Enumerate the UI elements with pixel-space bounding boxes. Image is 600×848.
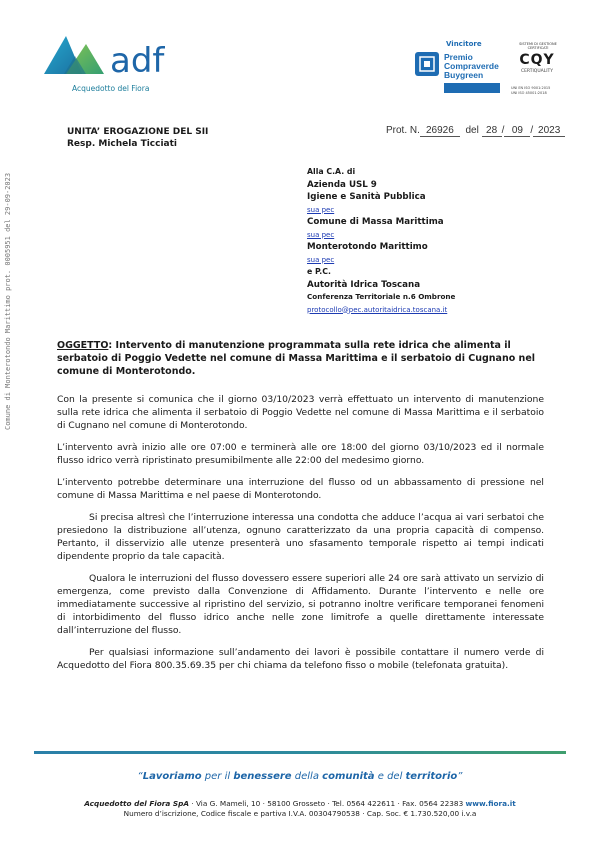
recipient-pec-link[interactable]: sua pec <box>307 205 335 214</box>
protocol-side-stamp: Comune di Monterotondo Marittimo prot. 0005951 del 29-09-2023 <box>4 172 12 430</box>
subject <box>57 339 547 378</box>
slogan-word: territorio <box>405 771 458 782</box>
footer-address <box>0 799 600 819</box>
slogan-quote: ” <box>457 771 463 782</box>
footer-divider <box>34 751 566 754</box>
sender-unit: UNITA’ EROGAZIONE DEL SII <box>67 127 209 137</box>
slogan-text: e del <box>374 771 406 782</box>
award-name-line: Buygreen <box>444 70 484 80</box>
subject-text: : Intervento di manutenzione programmata sulla rete idrica che alimenta il serbatoio di Poggio Vedette nel comune di Massa Marittima e il serbatoio di Cugnano nel comune di Monterotondo. <box>57 340 536 377</box>
protocol-month: 09 <box>504 125 530 137</box>
body-paragraph: Si precisa altresì che l’interruzione interessa una condotta che adduce l’acqua ai vari serbatoi che presiedono la distribuzione all’utenza, ognuno caratterizzato da una propria capacità di compenso. Pertanto, il disservizio alle utenze presenterà uno sfasamento temporale rispetto ai tempi indicati dipendente proprio da tale capacità. <box>57 512 544 562</box>
body-paragraph: Con la presente si comunica che il giorno 03/10/2023 verrà effettuato un intervento di manutenzione sulla rete idrica che alimenta il serbatoio di Poggio Vedette nel comune di Massa Marittima e il serbatoio di Cugnano nel comune di Monterotondo. <box>57 394 544 431</box>
protocol-number: 26926 <box>420 125 460 137</box>
logo-caption: Acquedotto del Fiora <box>72 84 150 93</box>
protocol-prefix: Prot. N. <box>386 125 420 136</box>
body-paragraph: Qualora le interruzioni del flusso dovessero essere superiori alle 24 ore sarà attivato un servizio di emergenza, come previsto dalla Convenzione di Affidamento. Durante l’intervento e nelle ore immediatamente successive al ripristino del servizio, si potranno inoltre verificare temporanei fenomeni di intorbidimento del flusso idrico anche nelle zone limitrofe a quelle direttamente interessate dall’interruzione del flusso. <box>57 573 544 636</box>
recipient-org-sub: Conferenza Territoriale n.6 Ombrone <box>307 292 456 301</box>
footer-address-text: · Via G. Mameli, 10 · 58100 Grosseto · Tel. 0564 422611 · Fax. 0564 22383 <box>189 799 466 808</box>
slogan-text: della <box>291 771 323 782</box>
slogan-quote: “ <box>137 771 143 782</box>
award-subtitle-bar <box>444 83 500 93</box>
cert-top-text: SISTEMI DI GESTIONE CERTIFICATI <box>519 42 557 50</box>
recipient-cc: e P.C. <box>307 267 331 276</box>
recipients-block <box>307 166 567 316</box>
protocol-year: 2023 <box>533 125 565 137</box>
award-name-line: Premio <box>444 52 473 62</box>
slogan-text: per il <box>201 771 234 782</box>
recipient-pec-link[interactable]: sua pec <box>307 230 335 239</box>
award-name <box>444 53 499 80</box>
award-badge-icon <box>415 52 439 76</box>
footer-registration: Numero d’iscrizione, Codice fiscale e partiva I.V.A. 00304790538 · Cap. Soc. € 1.730.520,00 i.v.a <box>123 809 477 818</box>
footer-address-line <box>0 799 600 809</box>
sender-block <box>67 126 208 150</box>
cert-standards <box>511 86 563 96</box>
footer-slogan <box>0 771 600 782</box>
subject-label: OGGETTO <box>57 340 109 351</box>
cert-standard-line: UNI ISO 45001:2018 <box>511 91 547 95</box>
protocol-day: 28 <box>482 125 502 137</box>
recipient-org: Autorità Idrica Toscana <box>307 279 421 290</box>
sender-manager: Resp. Michela Ticciati <box>67 139 178 149</box>
logo-wordmark: adf <box>110 41 165 81</box>
protocol-del: del <box>465 125 479 136</box>
recipient-pec-link[interactable]: sua pec <box>307 255 335 264</box>
recipient-dept: Igiene e Sanità Pubblica <box>307 192 426 202</box>
letter-body <box>57 393 544 681</box>
body-paragraph: Per qualsiasi informazione sull’andamento dei lavori è possibile contattare il numero verde di Acquedotto del Fiora 800.35.69.35 per chi chiama da telefono fisso o mobile (telefonata gratuita). <box>57 647 544 671</box>
award-title: Vincitore <box>446 40 482 48</box>
body-paragraph: L’intervento avrà inizio alle ore 07:00 e terminerà alle ore 18:00 del giorno 03/10/2023 ed il normale flusso idrico verrà ripristinato presumibilmente alle 22:00 del medesimo giorno. <box>57 442 544 466</box>
footer-website-link[interactable]: www.fiora.it <box>465 799 516 808</box>
protocol-line: Prot. N. 26926 del 28 / 09 / 2023 <box>386 125 565 137</box>
award-name-line: Compraverde <box>444 61 499 71</box>
slogan-word: comunità <box>322 771 375 782</box>
recipient-org: Monterotondo Marittimo <box>307 242 428 252</box>
recipient-org: Azienda USL 9 <box>307 179 377 190</box>
recipient-org: Comune di Massa Marittima <box>307 217 444 227</box>
slogan-word: benessere <box>233 771 292 782</box>
certiquality-logo: CQY <box>519 52 555 68</box>
body-paragraph: L’intervento potrebbe determinare una interruzione del flusso od un abbassamento di pressione nel comune di Massa Marittima e nel paese di Monterotondo. <box>57 477 544 501</box>
slogan-word: Lavoriamo <box>142 771 202 782</box>
recipient-pec-link[interactable]: protocollo@pec.autoritaidrica.toscana.it <box>307 305 448 314</box>
footer-company: Acquedotto del Fiora SpA <box>84 799 190 808</box>
recipient-attention: Alla C.A. di <box>307 167 356 176</box>
cert-standard-line: UNI EN ISO 9001:2015 <box>511 86 551 90</box>
cert-label: CERTIQUALITY <box>520 69 554 74</box>
